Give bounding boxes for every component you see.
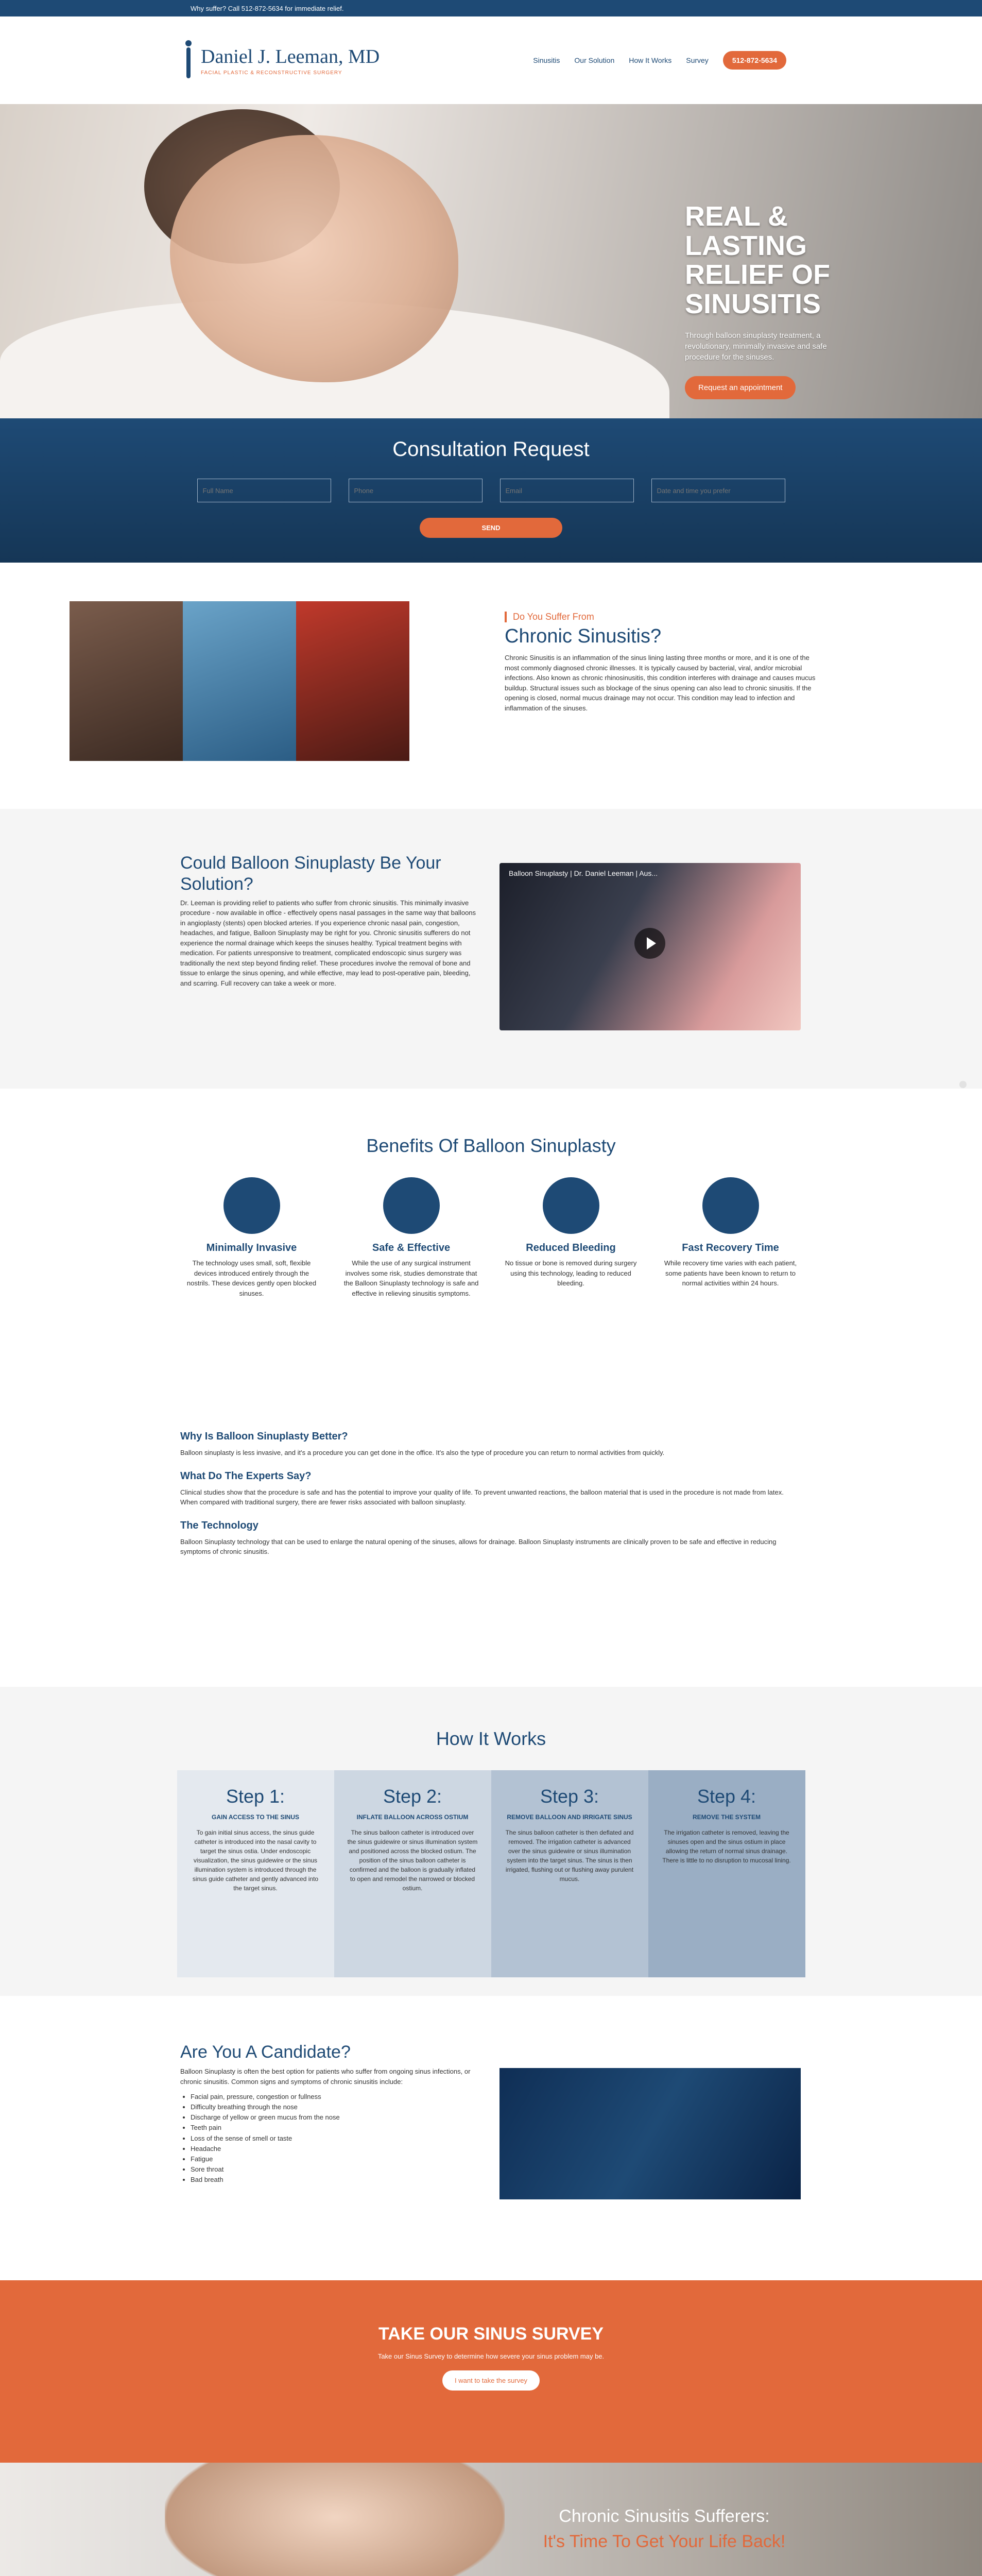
candidate-title: Are You A Candidate? xyxy=(180,2042,351,2062)
sinus-survey-section xyxy=(0,2280,982,2463)
youtube-video[interactable] xyxy=(499,863,801,1030)
balloon-title: Could Balloon Sinuplasty Be Your Solution? xyxy=(180,853,441,894)
logo-subtitle: FACIAL PLASTIC & RECONSTRUCTIVE SURGERY xyxy=(201,70,342,76)
step-subtitle: REMOVE THE SYSTEM xyxy=(692,1814,761,1821)
step-number: Step 1: xyxy=(226,1786,285,1807)
preferred-date-field[interactable] xyxy=(651,479,785,502)
man-tissue-image xyxy=(165,2463,505,2576)
candidate-text: Balloon Sinuplasty is often the best option for patients who suffer from ongoing sinus infections, or chronic sinusitis. Common signs and symptoms of chronic sinusitis include: xyxy=(180,2067,471,2086)
step-subtitle: INFLATE BALLOON ACROSS OSTIUM xyxy=(356,1814,469,1821)
consult-send-button[interactable]: SEND xyxy=(420,518,562,538)
sufferers-banner xyxy=(0,2463,982,2576)
chronic-title: Chronic Sinusitis? xyxy=(505,625,662,647)
step-text: The sinus balloon catheter is introduced over the sinus guidewire or sinus illumination system and positioned across the blocked ostium. The position of the sinus balloon catheter is confirmed and the balloon is gradually inflated to open and remodel the narrowed or blocked ostium. xyxy=(347,1829,478,1892)
chronic-text: Chronic Sinusitis is an inflammation of the sinus lining lasting three months or more, and it is one of the most commonly diagnosed chronic illnesses. It is typically caused by bacterial, viral, and/or microbial infections. Also known as chronic rhinosinusitis, this condition interferes with drainage and causes mucus buildup. Structural issues such as blockage of the sinus opening can also lead to chronic sinusitis. If the opening is closed, normal mucus drainage may not occur. This condition may lead to infection and inflammation of the sinuses. xyxy=(505,654,816,712)
benefit-text: The technology uses small, soft, flexible devices introduced entirely through the nostrils. These devices gently open blocked sinuses. xyxy=(186,1259,317,1297)
balloon-solution-section xyxy=(0,809,982,1089)
email-field[interactable] xyxy=(500,479,634,502)
full-name-field[interactable] xyxy=(197,479,331,502)
magnifier-icon xyxy=(543,1177,599,1234)
step-card xyxy=(648,1770,805,1977)
list-item: • Facial pain, pressure, congestion or fullness xyxy=(191,2092,479,2102)
list-item: • Difficulty breathing through the nose xyxy=(191,2102,479,2112)
nav-item-survey[interactable]: Survey xyxy=(686,56,709,64)
sufferers-title: Chronic Sinusitis Sufferers: xyxy=(559,2506,770,2526)
benefit-card xyxy=(182,1177,321,1298)
benefits-section xyxy=(0,1089,982,1372)
hero-text: Through balloon sinuplasty treatment, a revolutionary, minimally invasive and safe procedure for the sinuses. xyxy=(685,331,827,362)
benefits-title: Benefits Of Balloon Sinuplasty xyxy=(366,1135,616,1156)
man-nose-image xyxy=(70,601,183,761)
stopwatch-icon xyxy=(702,1177,759,1234)
list-item: • Sore throat xyxy=(191,2164,479,2175)
balloon-text: Dr. Leeman is providing relief to patients who suffer from chronic sinusitis. This minimally invasive procedure - now available in office - effectively opens nasal passages in the same way that balloons in angioplasty (stents) open blocked arteries. If you experience chronic nasal pain, congestion, headaches, and fatigue, Balloon Sinuplasty may be right for you. Chronic sinusitis sufferers do not experience the normal drainage which keeps the sinuses healthy. Typical treatment begins with medication. For patients unresponsive to treatment, complicated endoscopic sinus surgery was traditionally the next step beyond finding relief. These procedures involve the removal of bone and tissue to enlarge the sinus opening, and while effective, may lead to post-operative pain, bleeding, and scarring. Full recovery can take a week or more. xyxy=(180,899,476,987)
site-header xyxy=(0,16,982,104)
request-appointment-button[interactable]: Request an appointment xyxy=(685,376,796,399)
faq-answer: Clinical studies show that the procedure is safe and has the potential to improve your quality of life. To prevent unwanted reactions, the balloon material that is used in the procedure is not made from latex. When compared with traditional surgery, there are fewer risks associated with balloon sinuplasty. xyxy=(180,1488,784,1506)
consultation-request-section xyxy=(0,418,982,563)
chronic-images xyxy=(70,601,409,761)
nav-phone-button[interactable]: 512-872-5634 xyxy=(723,51,786,70)
take-survey-button[interactable]: I want to take the survey xyxy=(442,2370,540,2391)
candidate-image xyxy=(499,2068,801,2199)
step-text: The irrigation catheter is removed, leaving the sinuses open and the sinus ostium in place allowing the return of normal sinus drainage. There is little to no disruption to mucosal lining. xyxy=(662,1829,791,1864)
nav-item-our-solution[interactable]: Our Solution xyxy=(574,56,615,64)
hero-title: REAL & LASTING RELIEF OF SINUSITIS xyxy=(685,201,830,320)
benefit-card xyxy=(502,1177,641,1298)
top-bar xyxy=(0,0,982,16)
how-it-works-section xyxy=(0,1687,982,1996)
hero-section xyxy=(0,104,982,418)
faq-question: What Do The Experts Say? xyxy=(180,1470,312,1482)
step-number: Step 4: xyxy=(697,1786,756,1807)
step-number: Step 3: xyxy=(540,1786,599,1807)
list-item: • Fatigue xyxy=(191,2154,479,2164)
faq-section xyxy=(0,1372,982,1687)
list-item: • Teeth pain xyxy=(191,2123,479,2133)
woman-sneeze-image xyxy=(296,601,409,761)
video-title: Balloon Sinuplasty | Dr. Daniel Leeman | Aus... xyxy=(509,869,658,877)
logo-figure-icon xyxy=(180,40,196,80)
step-card xyxy=(491,1770,648,1977)
survey-title: TAKE OUR SINUS SURVEY xyxy=(378,2324,604,2344)
benefit-title: Safe & Effective xyxy=(372,1242,451,1253)
list-item: • Headache xyxy=(191,2144,479,2154)
step-card xyxy=(334,1770,491,1977)
symptom-list xyxy=(191,2092,479,2185)
logo-name: Daniel J. Leeman, MD xyxy=(201,45,380,67)
main-nav xyxy=(533,51,786,70)
chat-icon[interactable] xyxy=(959,1081,967,1088)
list-item: • Loss of the sense of smell or taste xyxy=(191,2133,479,2144)
chronic-sinusitis-section xyxy=(0,563,982,809)
step-text: To gain initial sinus access, the sinus guide catheter is introduced into the nasal cavity to target the sinus ostia. Under endoscopic visualization, the sinus guidewire or the sinus illumination system is introduced through the sinus guide catheter and gently advanced into the target sinus. xyxy=(192,1829,319,1892)
candidate-section xyxy=(0,1996,982,2280)
list-item: • Discharge of yellow or green mucus from the nose xyxy=(191,2112,479,2123)
benefit-title: Reduced Bleeding xyxy=(526,1242,616,1253)
faq-question: The Technology xyxy=(180,1519,259,1531)
play-icon[interactable] xyxy=(634,928,665,959)
nav-item-how-it-works[interactable]: How It Works xyxy=(629,56,672,64)
benefit-text: While recovery time varies with each patient, some patients have been known to return to normal activities within 24 hours. xyxy=(664,1259,797,1287)
nav-item-sinusitis[interactable]: Sinusitis xyxy=(533,56,560,64)
top-bar-text: Why suffer? Call 512-872-5634 for immediate relief. xyxy=(191,4,344,12)
boy-tissue-image xyxy=(183,601,296,761)
bandage-icon xyxy=(223,1177,280,1234)
phone-field[interactable] xyxy=(349,479,483,502)
step-text: The sinus balloon catheter is then deflated and removed. The irrigation catheter is advanced over the sinus guidewire or sinus illumination system into the target sinus. The sinus is then irrigated, flushing out or flushing away purulent mucus. xyxy=(505,1829,634,1883)
site-logo[interactable] xyxy=(180,40,380,80)
benefit-card xyxy=(342,1177,481,1298)
benefit-card xyxy=(661,1177,800,1298)
list-item: • Bad breath xyxy=(191,2175,479,2185)
consultation-title: Consultation Request xyxy=(392,438,590,461)
chronic-kicker: Do You Suffer From xyxy=(505,612,824,622)
faq-answer: Balloon Sinuplasty technology that can be used to enlarge the natural opening of the sinuses, allows for drainage. Balloon Sinuplasty instruments are clinically proven to be safe and effective in reducing symptoms of chronic sinusitis. xyxy=(180,1537,777,1555)
step-subtitle: GAIN ACCESS TO THE SINUS xyxy=(211,1814,300,1821)
benefit-text: No tissue or bone is removed during surgery using this technology, leading to reduced bleeding. xyxy=(505,1259,637,1287)
how-it-works-title: How It Works xyxy=(436,1728,546,1749)
shield-check-icon xyxy=(383,1177,440,1234)
benefit-text: While the use of any surgical instrument involves some risk, studies demonstrate that the Balloon Sinuplasty technology is safe and effective in relieving sinusitis symptoms. xyxy=(343,1259,479,1297)
step-subtitle: REMOVE BALLOON AND IRRIGATE SINUS xyxy=(507,1814,632,1821)
sufferers-subtitle: It's Time To Get Your Life Back! xyxy=(543,2532,786,2551)
benefit-title: Minimally Invasive xyxy=(206,1242,297,1253)
faq-question: Why Is Balloon Sinuplasty Better? xyxy=(180,1431,348,1442)
benefit-title: Fast Recovery Time xyxy=(682,1242,779,1253)
survey-text: Take our Sinus Survey to determine how severe your sinus problem may be. xyxy=(377,2352,605,2360)
step-number: Step 2: xyxy=(383,1786,442,1807)
faq-answer: Balloon sinuplasty is less invasive, and it's a procedure you can get done in the office. It's also the type of procedure you can return to normal activities from quickly. xyxy=(180,1449,665,1456)
step-card xyxy=(177,1770,334,1977)
